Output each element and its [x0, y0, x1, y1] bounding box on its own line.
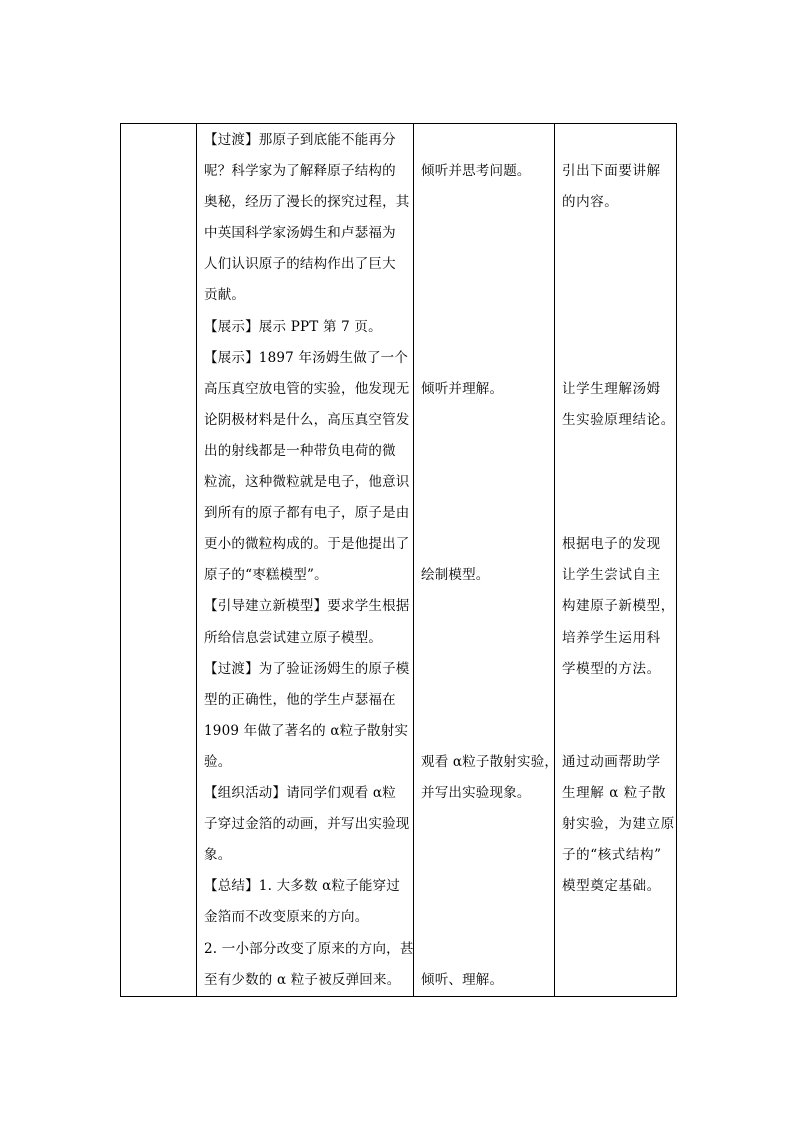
teacher-line: 呢？科学家为了解释原子结构的 [204, 163, 396, 179]
teacher-line: 人们认识原子的结构作出了巨大 [204, 256, 396, 272]
student-line: 倾听并理解。 [421, 381, 504, 397]
intent-line: 生实验原理结论。 [562, 412, 675, 428]
intent-line: 生理解 α 粒子散 [562, 785, 667, 801]
teacher-line: 【引导建立新模型】要求学生根据 [204, 598, 410, 614]
student-activity-column [414, 124, 559, 996]
student-line: 并写出实验现象。 [421, 785, 531, 801]
intent-line: 让学生理解汤姆 [562, 381, 661, 397]
teacher-line: 更小的微粒构成的。于是他提出了 [204, 536, 410, 552]
teacher-line: 【展示】1897 年汤姆生做了一个 [204, 350, 409, 366]
teacher-line: 子穿过金箔的动画，并写出实验现 [204, 816, 410, 832]
intent-line: 培养学生运用科 [562, 630, 661, 646]
intent-line: 让学生尝试自主 [562, 567, 661, 583]
teacher-line: 【过渡】为了验证汤姆生的原子模 [204, 661, 410, 677]
design-intent-column [555, 124, 676, 996]
teacher-line: 论阴极材料是什么，高压真空管发 [204, 412, 410, 428]
teacher-line: 【总结】1. 大多数 α粒子能穿过 [204, 878, 400, 894]
student-line: 观看 α粒子散射实验， [421, 754, 559, 770]
student-line: 倾听、理解。 [421, 972, 504, 988]
teacher-line: 高压真空放电管的实验，他发现无 [204, 381, 410, 397]
teacher-line: 【过渡】那原子到底能不能再分 [204, 132, 396, 148]
intent-line: 引出下面要讲解 [562, 163, 661, 179]
teacher-line: 所给信息尝试建立原子模型。 [204, 630, 383, 646]
student-line: 倾听并思考问题。 [421, 163, 531, 179]
intent-line: 的内容。 [562, 194, 619, 210]
lesson-plan-table [120, 123, 677, 997]
teacher-line: 出的射线都是一种带负电荷的微 [204, 443, 396, 459]
teacher-line: 2. 一小部分改变了原来的方向，甚 [204, 941, 414, 957]
teacher-line: 型的正确性，他的学生卢瑟福在 [204, 692, 396, 708]
teacher-line: 粒流，这种微粒就是电子，他意识 [204, 474, 410, 490]
teacher-line: 原子的“枣糕模型”。 [204, 567, 328, 583]
teacher-line: 1909 年做了著名的 α粒子散射实 [204, 723, 409, 739]
teacher-line: 贡献。 [204, 287, 246, 303]
teacher-line: 金箔而不改变原来的方向。 [204, 909, 369, 925]
teacher-line: 验。 [204, 754, 232, 770]
intent-line: 模型奠定基础。 [562, 878, 661, 894]
intent-line: 根据电子的发现 [562, 536, 661, 552]
teacher-activity-column [197, 124, 414, 996]
student-line: 绘制模型。 [421, 567, 490, 583]
teacher-line: 至有少数的 α 粒子被反弹回来。 [204, 972, 401, 988]
teacher-line: 【展示】展示 PPT 第 7 页。 [204, 319, 382, 335]
stage-column [121, 124, 197, 996]
teacher-line: 【组织活动】请同学们观看 α粒 [204, 785, 396, 801]
teacher-line: 象。 [204, 847, 232, 863]
intent-line: 构建原子新模型， [562, 598, 675, 614]
intent-line: 射实验，为建立原 [562, 816, 675, 832]
intent-line: 学模型的方法。 [562, 661, 661, 677]
intent-line: 通过动画帮助学 [562, 754, 661, 770]
teacher-line: 到所有的原子都有电子，原子是由 [204, 505, 410, 521]
teacher-line: 奥秘，经历了漫长的探究过程，其 [204, 194, 410, 210]
intent-line: 子的“核式结构” [562, 847, 662, 863]
teacher-line: 中英国科学家汤姆生和卢瑟福为 [204, 225, 396, 241]
